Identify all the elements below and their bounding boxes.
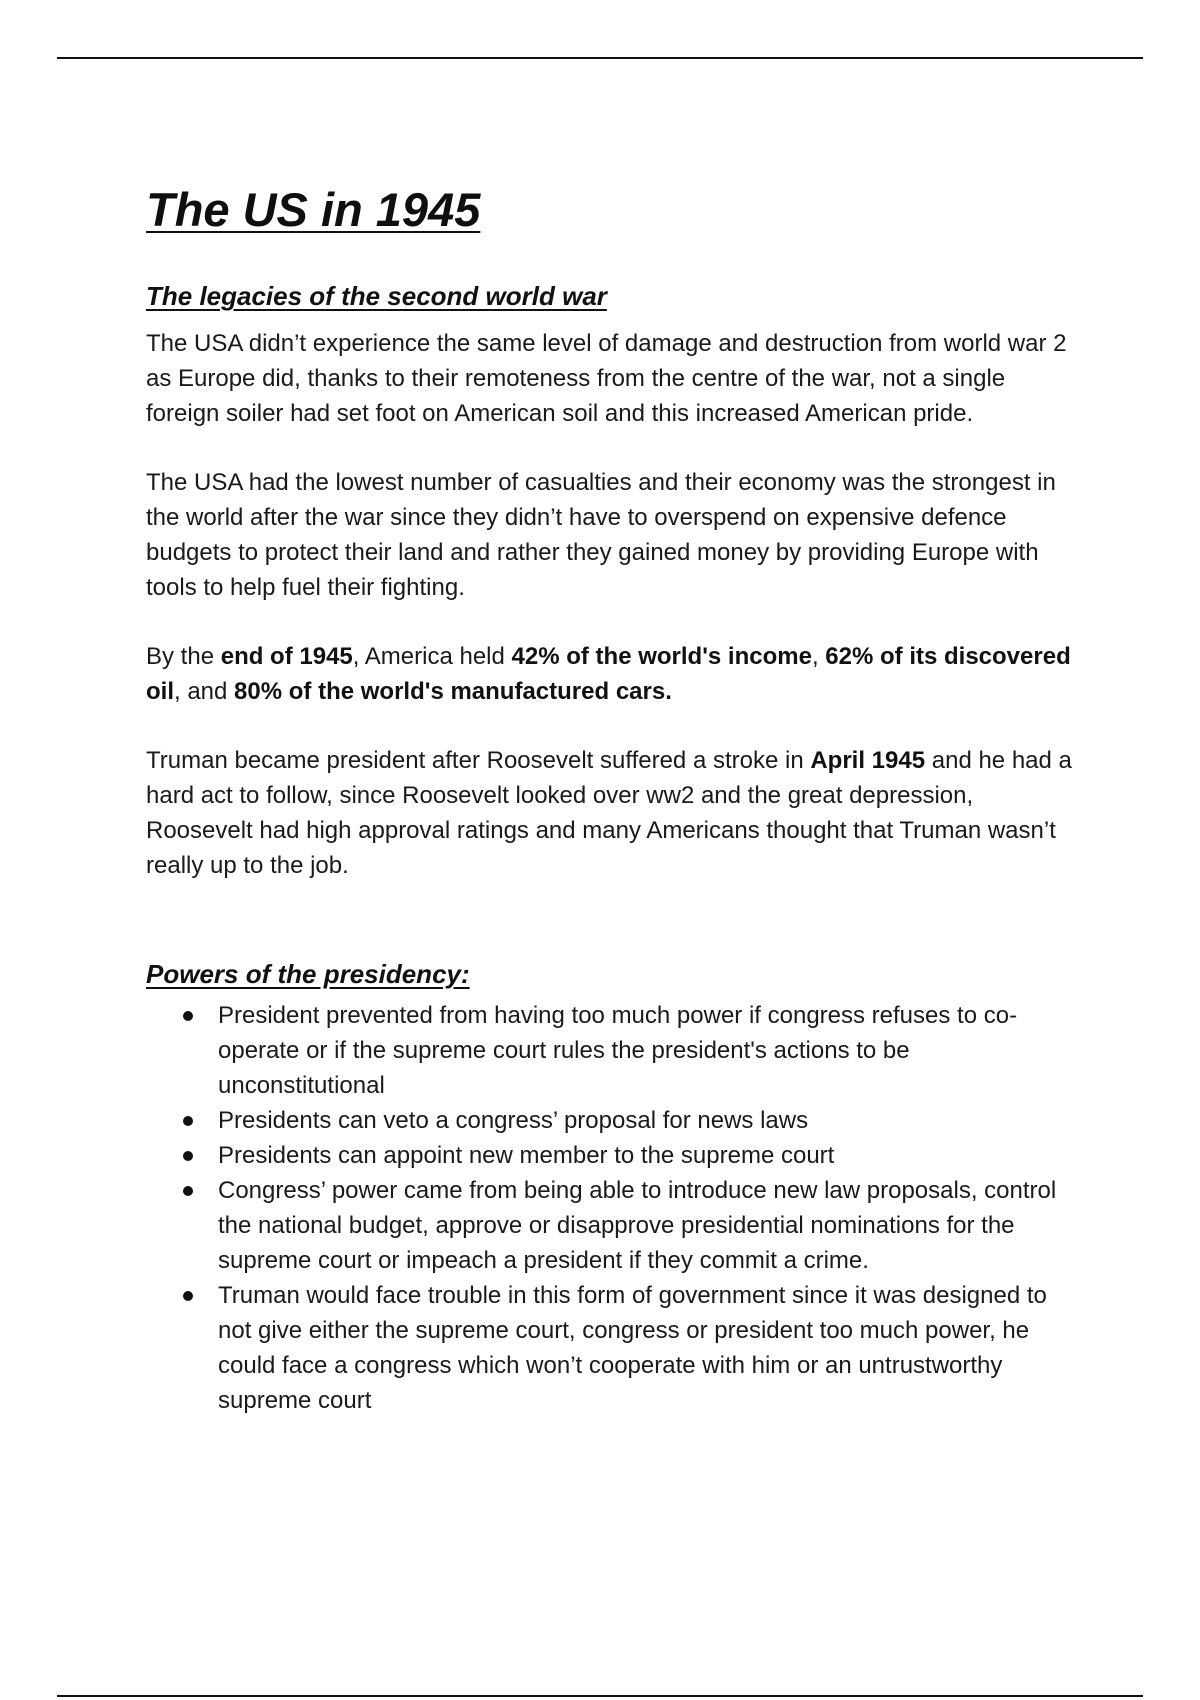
list-item-text: President prevented from having too much power if congress refuses to co-operate or if the supreme court rules the president's actions to be unconstitutional	[218, 1002, 1018, 1099]
list-item-text: Truman would face trouble in this form of government since it was designed to not give either the supreme court, congress or president too much power, he could face a congress which won’t cooperate with him or an untrustworthy supreme court	[218, 1282, 1047, 1414]
bold-run: 42% of the world's income	[511, 643, 812, 670]
heading-powers: Powers of the presidency:	[146, 959, 470, 989]
list-item	[218, 1138, 1076, 1173]
text-run: ,	[811, 643, 826, 670]
text-run: , America held	[352, 643, 512, 670]
text-run: Truman became president after Roosevelt suffered a stroke in	[146, 747, 811, 774]
bold-run: 62% of its discovered oil	[146, 643, 1071, 705]
bullet-icon	[183, 1151, 193, 1161]
text-run: By the	[146, 643, 221, 670]
bold-run: April 1945	[810, 747, 926, 774]
bottom-rule	[57, 1695, 1143, 1697]
text-run: and he had a hard act to follow, since Roosevelt looked over ww2 and the great depression, Roosevelt had high approval ratings and many Americans thought that Truman wasn’t really up to the job.	[146, 747, 1072, 879]
paragraph-statistics	[146, 639, 1076, 709]
top-rule	[57, 57, 1143, 59]
paragraph-economy: The USA had the lowest number of casualties and their economy was the strongest in the world after the war since they didn’t have to overspend on expensive defence budgets to protect their land and rather they gained money by providing Europe with tools to help fuel their fighting.	[146, 469, 1056, 601]
paragraph-damage: The USA didn’t experience the same level of damage and destruction from world war 2 as Europe did, thanks to their remoteness from the centre of the war, not a single foreign soiler had set foot on American soil and this increased American pride.	[146, 330, 1067, 427]
list-item	[218, 1278, 1076, 1418]
bullet-icon	[183, 1186, 193, 1196]
list-item	[218, 1103, 1076, 1138]
bullet-icon	[183, 1291, 193, 1301]
paragraph-truman	[146, 743, 1076, 883]
powers-list	[146, 998, 1076, 1418]
list-item	[218, 998, 1076, 1103]
bold-run: end of 1945	[220, 643, 353, 670]
document-body	[146, 180, 1076, 1418]
heading-legacies: The legacies of the second world war	[146, 281, 607, 311]
document-title: The US in 1945	[146, 183, 481, 236]
list-item-text: Congress’ power came from being able to introduce new law proposals, control the national budget, approve or disapprove presidential nominations for the supreme court or impeach a president if they commit a crime.	[218, 1177, 1057, 1274]
list-item-text: Presidents can appoint new member to the supreme court	[218, 1142, 835, 1169]
bold-run: 80% of the world's manufactured cars.	[234, 678, 672, 705]
bullet-icon	[183, 1011, 193, 1021]
list-item-text: Presidents can veto a congress’ proposal for news laws	[218, 1107, 809, 1134]
text-run: , and	[174, 678, 235, 705]
list-item	[218, 1173, 1076, 1278]
bullet-icon	[183, 1116, 193, 1126]
